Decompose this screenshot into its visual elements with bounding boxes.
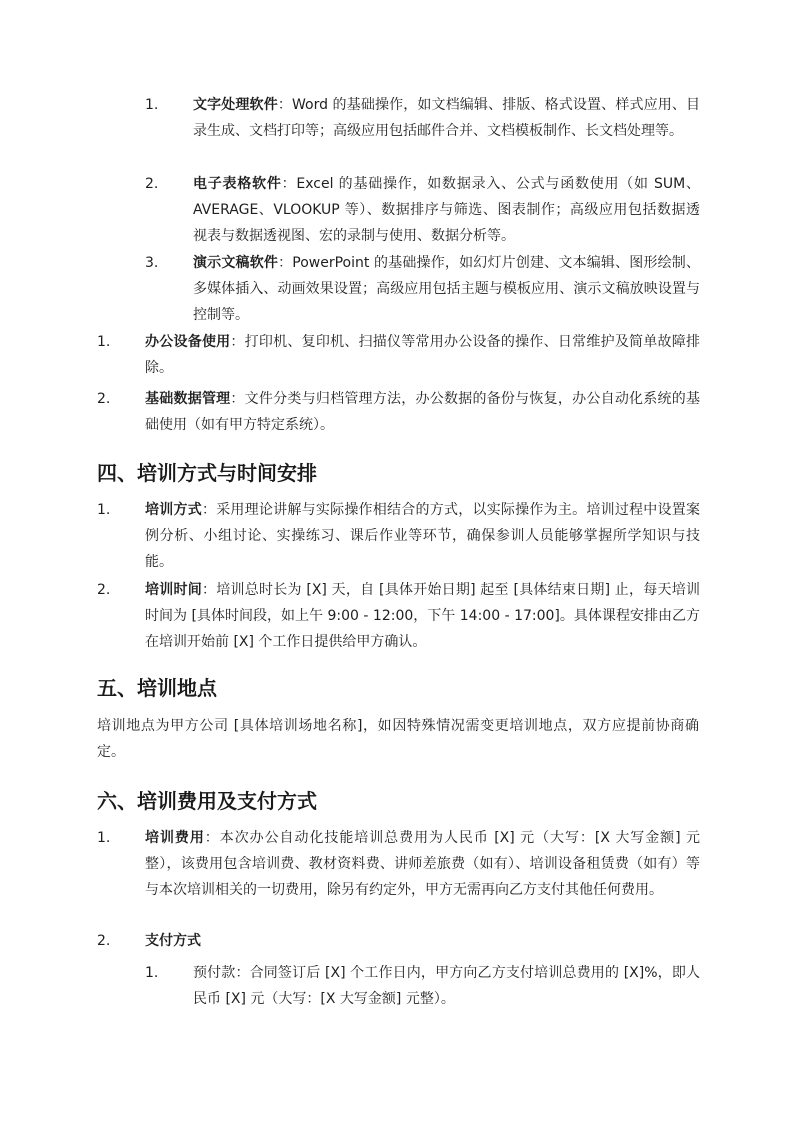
item-label: 演示文稿软件 [193,255,279,271]
list-item-word [145,92,700,144]
item-label: 办公设备使用 [145,334,231,350]
item-text: ：Excel 的基础操作，如数据录入、公式与函数使用（如 SUM、AVERAGE、VLOOKUP 等）、数据排序与筛选、图表制作；高级应用包括数据透视表与数据透视图、宏的录制与使用、数据分析等。 [193,176,700,244]
section-heading-fees: 六、培训费用及支付方式 [97,789,317,813]
item-label: 文字处理软件 [193,97,278,113]
list-number: 1. [145,97,159,113]
item-label: 基础数据管理 [145,391,231,407]
list-item-training-method [97,497,700,575]
item-text: ：本次办公自动化技能培训总费用为人民币 [X] 元（大写：[X 大写金额] 元整），该费用包含培训费、教材资料费、讲师差旅费（如有）、培训设备租赁费（如有）等与本次培训相关的一切费用，除另有约定外，甲方无需再向乙方支付其他任何费用。 [145,830,700,898]
item-text: ：培训总时长为 [X] 天，自 [具体开始日期] 起至 [具体结束日期] 止，每天培训时间为 [具体时间段，如上午 9:00 - 12:00，下午 14:00 - 17:00]。具体课程安排由乙方在培训开始前 [X] 个工作日提供给甲方确认。 [145,582,701,650]
list-number: 2. [97,933,111,949]
item-text: ：采用理论讲解与实际操作相结合的方式，以实际操作为主。培训过程中设置案例分析、小组讨论、实操练习、课后作业等环节，确保参训人员能够掌握所学知识与技能。 [145,502,701,570]
list-number: 2. [97,391,111,407]
item-label: 电子表格软件 [193,176,282,192]
item-text: 预付款：合同签订后 [X] 个工作日内，甲方向乙方支付培训总费用的 [X]%，即人民币 [X] 元（大写：[X 大写金额] 元整）。 [193,965,700,1007]
item-text: ：打印机、复印机、扫描仪等常用办公设备的操作、日常维护及简单故障排除。 [145,334,700,376]
list-item-data-management [97,386,700,438]
list-item-powerpoint [145,250,700,328]
list-item-prepayment [145,960,700,1012]
list-number: 2. [145,176,159,192]
list-number: 3. [145,255,159,271]
list-number: 1. [97,502,111,518]
item-label: 培训时间 [145,582,202,598]
section-heading-training-method: 四、培训方式与时间安排 [97,461,317,485]
list-number: 1. [97,830,111,846]
list-number: 1. [97,334,111,350]
list-item-training-fee [97,825,700,903]
item-label: 支付方式 [145,933,201,949]
item-label: 培训方式 [145,502,202,518]
item-text: ：Word 的基础操作，如文档编辑、排版、格式设置、样式应用、目录生成、文档打印等；高级应用包括邮件合并、文档模板制作、长文档处理等。 [193,97,701,139]
item-label: 培训费用 [145,830,205,846]
list-item-excel [145,171,700,249]
list-item-training-time [97,577,700,655]
list-item-office-equipment [97,329,700,381]
section-heading-training-location: 五、培训地点 [97,676,217,700]
paragraph-training-location: 培训地点为甲方公司 [具体培训场地名称]，如因特殊情况需变更培训地点，双方应提前协商确定。 [97,718,699,760]
item-text: ：文件分类与归档管理方法，办公数据的备份与恢复，办公自动化系统的基础使用（如有甲方特定系统）。 [145,391,700,433]
list-number: 2. [97,582,111,598]
list-number: 1. [145,965,159,981]
item-text: ：PowerPoint 的基础操作，如幻灯片创建、文本编辑、图形绘制、多媒体插入、动画效果设置；高级应用包括主题与模板应用、演示文稿放映设置与控制等。 [193,255,700,323]
list-item-payment-method [97,928,700,954]
